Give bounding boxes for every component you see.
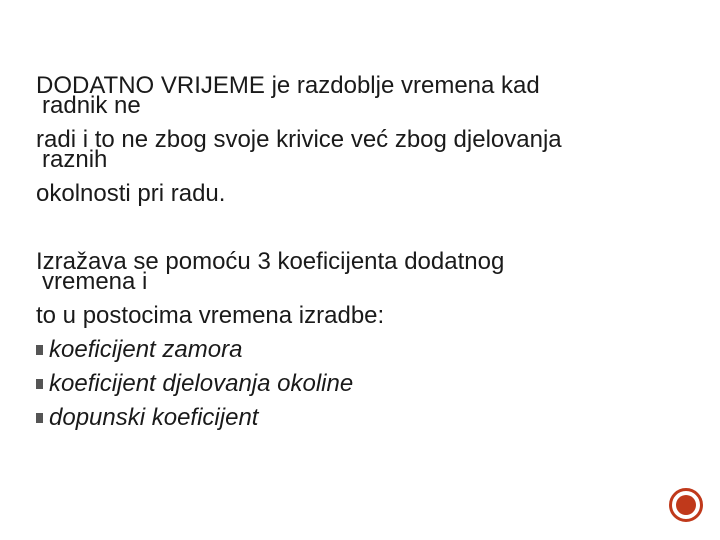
list-item-label: dopunski koeficijent <box>49 404 259 431</box>
square-bullet-icon <box>36 345 43 355</box>
slide-body <box>36 72 676 432</box>
paragraph1-line4: raznih <box>42 146 108 173</box>
circle-nav-icon[interactable] <box>669 488 703 522</box>
nav-button-core[interactable] <box>676 495 696 515</box>
paragraph2-line2: vremena i <box>42 268 148 295</box>
paragraph1-line1-rest: je razdoblje vremena kad <box>264 72 540 99</box>
term-heading: DODATNO VRIJEME <box>36 72 265 99</box>
square-bullet-icon <box>36 379 43 389</box>
paragraph2-line3: to u postocima vremena izradbe: <box>36 302 385 329</box>
paragraph-spacer <box>36 208 676 248</box>
list-item <box>36 370 676 398</box>
paragraph1-line3: radi i to ne zbog svoje krivice već zbog djelovanja <box>36 126 562 153</box>
square-bullet-icon <box>36 413 43 423</box>
list-item-label: koeficijent zamora <box>49 336 243 363</box>
paragraph2-line1: Izražava se pomoću 3 koeficijenta dodatnog <box>36 248 505 275</box>
list-item <box>36 404 676 432</box>
list-item-label: koeficijent djelovanja okoline <box>49 370 354 397</box>
list-item <box>36 336 676 364</box>
paragraph1-line2: radnik ne <box>42 92 141 119</box>
paragraph1-line5: okolnosti pri radu. <box>36 180 226 207</box>
